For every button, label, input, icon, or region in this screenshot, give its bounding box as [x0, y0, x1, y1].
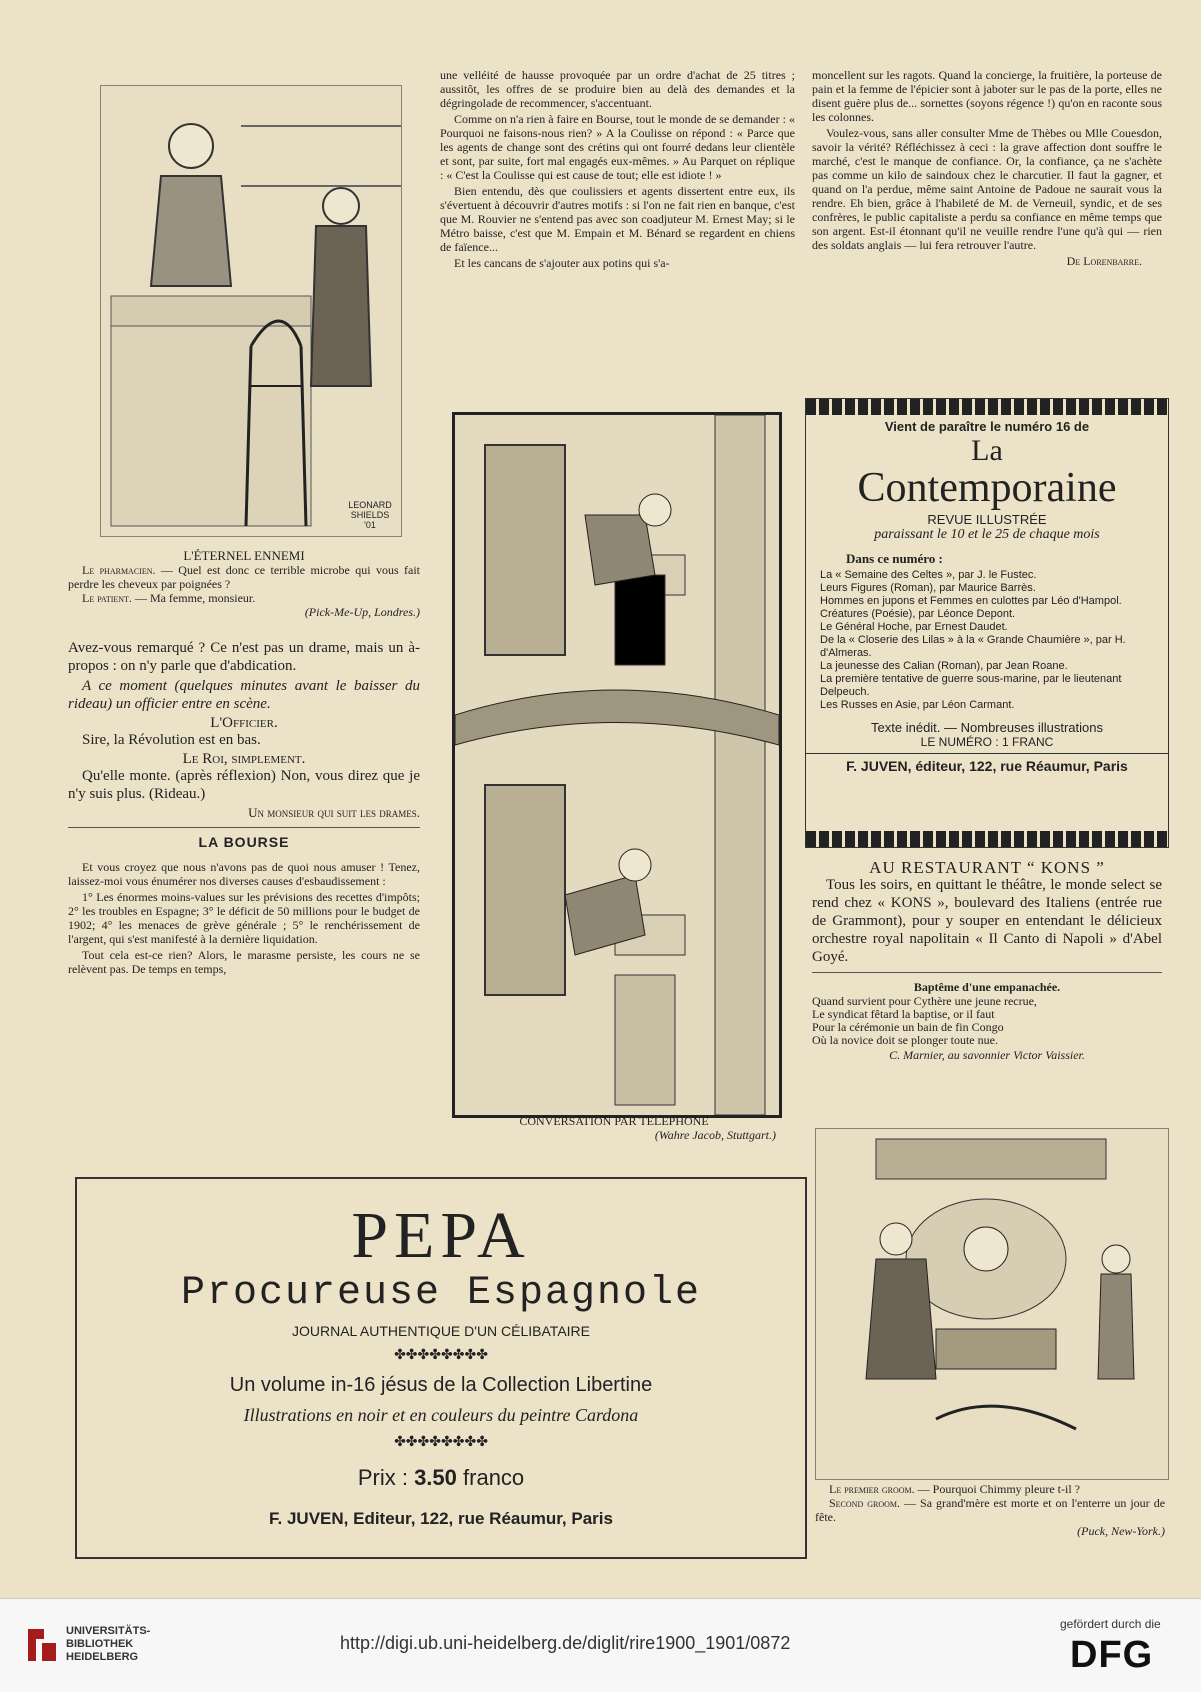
ad-item: Le Général Hoche, par Ernest Daudet.	[820, 621, 1008, 633]
ad-texte: Texte inédit. — Nombreuses illustrations	[871, 720, 1103, 735]
speaker-patient: Le patient.	[82, 591, 132, 605]
poem-line: Pour la cérémonie un bain de fin Congo	[812, 1020, 1004, 1034]
drama-officer: L'Officier.	[210, 715, 278, 731]
ad-item: Leurs Figures (Roman), par Maurice Barrès.	[820, 582, 1036, 594]
pepa-editor: F. JUVEN, Editeur, 122, rue Réaumur, Paris	[269, 1509, 613, 1528]
speaker-pharmacien: Le pharmacien.	[82, 563, 156, 577]
library-logo-icon	[24, 1625, 60, 1665]
pepa-illustrations: Illustrations en noir et en couleurs du peintre Cardona	[243, 1405, 639, 1425]
drama-paragraph-3: Sire, la Révolution est en bas.	[82, 732, 261, 748]
pepa-title: PEPA	[351, 1199, 531, 1272]
drama-roi: Le Roi, simplement.	[182, 751, 306, 767]
groom-speaker-2: Second groom.	[829, 1496, 901, 1510]
pepa-price-value: 3.50	[414, 1465, 457, 1490]
drama-signature: Un monsieur qui suit les drames.	[248, 805, 420, 820]
telephone-caption	[452, 1114, 776, 1142]
bapteme-poem	[812, 995, 1162, 1047]
line-patient: — Ma femme, monsieur.	[134, 591, 256, 605]
ad-la: La	[971, 434, 1003, 467]
col2-paragraph-2: Comme on n'a rien à faire en Bourse, tout le monde de se demander : « Pourquoi ne faisons-nous rien? » A la Coulisse on répond : « Parce que les agents de change sont des crétins qui ont fourré dedans leur clientèle et sont, par suite, fort mal engagés eux-mêmes. » Au Parquet on réplique : « C'est la Coulisse qui est cause de tout; elle est idiote ! »	[440, 112, 795, 182]
telephone-caption-source: (Wahre Jacob, Stuttgart.)	[654, 1128, 776, 1142]
bourse-paragraph-3: Tout cela est-ce rien? Alors, le marasme persiste, les cours ne se relèvent pas. De temps en temps,	[68, 948, 420, 976]
groom-line-2	[815, 1496, 1165, 1524]
groom-speaker-1: Le premier groom.	[829, 1482, 915, 1496]
col2-paragraph-3: Bien entendu, dès que coulissiers et agents dissertent entre eux, ils s'évertuent à découvrir d'autres motifs : si l'on ne fait rien en banque, c'est que M. Rouvier ne s'entend pas avec son coadjuteur M. Ernest May; si le Métro baisse, c'est que M. Empain et M. Bénard se regardent en chiens de faïence...	[440, 184, 795, 254]
grooms-drawing	[816, 1129, 1168, 1479]
drama-paragraph-4: Qu'elle monte. (après réflexion) Non, vous direz que je n'y suis plus. (Rideau.)	[68, 768, 420, 802]
caption-title: L'ÉTERNEL ENNEMI	[183, 548, 305, 563]
poem-line: Le syndicat fêtard la baptise, or il faut	[812, 1007, 995, 1021]
ad-item-list	[806, 569, 1168, 712]
digitization-footer	[0, 1598, 1201, 1692]
library-line-2: BIBLIOTHEK	[66, 1638, 134, 1650]
ornamental-border-bottom	[806, 831, 1168, 847]
ad-dans: Dans ce numéro :	[846, 551, 943, 566]
permalink-url[interactable]: http://digi.ub.uni-heidelberg.de/diglit/rire1900_1901/0872	[340, 1633, 791, 1653]
line-pharmacien: — Quel est donc ce terrible microbe qui vous fait perdre les cheveux par poignées ?	[68, 563, 421, 591]
telephone-illustration	[452, 412, 782, 1118]
drama-paragraph-1: Avez-vous remarqué ? Ce n'est pas un drame, mais un à-propos : on n'y parle que d'abdication.	[68, 640, 420, 674]
ad-numero: LE NUMÉRO : 1 FRANC	[920, 735, 1054, 749]
ad-item: Créatures (Poésie), par Léonce Depont.	[820, 608, 1016, 620]
contemporaine-ad	[805, 398, 1169, 848]
pepa-price-label: Prix :	[357, 1465, 408, 1490]
pharmacist-illustration	[100, 85, 402, 537]
poem-line: Où la novice doit se plonger toute nue.	[812, 1033, 998, 1047]
kons-divider	[812, 972, 1162, 973]
telephone-drawing	[455, 415, 779, 1115]
ad-item: Les Russes en Asie, par Léon Carmant.	[820, 699, 1015, 711]
pepa-tagline: JOURNAL AUTHENTIQUE D'UN CÉLIBATAIRE	[291, 1323, 590, 1339]
library-line-1: UNIVERSITÄTS-	[66, 1625, 151, 1637]
pepa-price	[77, 1465, 805, 1491]
col3-signature: De Lorenbarre.	[1066, 254, 1142, 268]
bapteme-title: Baptême d'une empanachée.	[913, 980, 1061, 994]
ad-item: Hommes en jupons et Femmes en culottes par Léo d'Hampol.	[820, 595, 1122, 607]
pepa-ornament-2: ✤✤✤✤✤✤✤✤	[394, 1435, 488, 1450]
ad-periodicity: paraissant le 10 et le 25 de chaque mois	[874, 527, 1100, 542]
column-2	[440, 68, 795, 272]
kons-paragraph: Tous les soirs, en quittant le théâtre, le monde select se rend chez « KONS », boulevard des Italiens (entrée rue de Grammont), pour y souper en entendant le délicieux orchestre royal napolitain « Il Canto di Napoli » d'Abel Goyé.	[812, 877, 1162, 965]
bourse-paragraph-2: 1° Les énormes moins-values sur les prévisions des recettes d'impôts; 2° les troubles en Espagne; 3° le déficit de 50 millions pour le budget de 1902; 4° les menaces de grève générale ; 5° le renchérissement de l'argent, qui s'est manifesté à la dernière liquidation.	[68, 890, 420, 946]
telephone-caption-title: CONVERSATION PAR TÉLÉPHONE	[519, 1114, 709, 1128]
groom-text-2: — Sa grand'mère est morte et on l'enterre un jour de fête.	[815, 1496, 1166, 1524]
ad-item: La première tentative de guerre sous-marine, par le lieutenant Delpeuch.	[820, 673, 1122, 698]
pepa-ad	[75, 1177, 807, 1559]
kons-heading: AU RESTAURANT “ KONS ”	[869, 858, 1105, 877]
grooms-caption	[815, 1482, 1165, 1538]
bourse-heading: LA BOURSE	[198, 834, 290, 850]
pepa-ornament-1: ✤✤✤✤✤✤✤✤	[394, 1348, 488, 1363]
drama-paragraph-2: A ce moment (quelques minutes avant le baisser du rideau) un officier entre en scène.	[68, 678, 420, 712]
groom-text-1: — Pourquoi Chimmy pleure t-il ?	[917, 1482, 1080, 1496]
groom-source: (Puck, New-York.)	[1077, 1524, 1165, 1538]
ornamental-border-top	[806, 399, 1168, 415]
ad-item: De la « Closerie des Lilas » à la « Grande Chaumière », par H. d'Almeras.	[820, 634, 1126, 659]
col3-paragraph-1: moncellent sur les ragots. Quand la concierge, la fruitière, la porteuse de pain et la femme de l'épicier sont à jaboter sur le pas de la porte, elles ne disent guère plus de... sornettes (soyons régence !) qu'on en raconte sous les colonnes.	[812, 68, 1162, 124]
funded-by: gefördert durch die	[1060, 1617, 1161, 1631]
dfg-logo: DFG	[1070, 1634, 1154, 1676]
bapteme-signature: C. Marnier, au savonnier Victor Vaissier.	[889, 1048, 1085, 1062]
col2-paragraph-4: Et les cancans de s'ajouter aux potins qui s'a-	[454, 256, 670, 270]
caption-source: (Pick-Me-Up, Londres.)	[304, 605, 420, 619]
col2-paragraph-1: une velléité de hausse provoquée par un ordre d'achat de 25 titres ; aussitôt, les offres de se produire bien au delà des demandes et la dégringolade de recommencer, s'accentuant.	[440, 68, 795, 110]
pepa-subtitle: Procureuse Espagnole	[180, 1271, 702, 1316]
poem-line: Quand survient pour Cythère une jeune recrue,	[812, 994, 1037, 1008]
ad-editor: F. JUVEN, éditeur, 122, rue Réaumur, Paris	[806, 753, 1168, 774]
column-1	[68, 548, 420, 978]
pepa-price-suffix: franco	[463, 1465, 525, 1490]
bourse-paragraph-1: Et vous croyez que nous n'avons pas de quoi nous amuser ! Tenez, laissez-moi vous énumérer nos diverses causes d'esbaudissement :	[68, 860, 420, 888]
ad-subtitle: REVUE ILLUSTRÉE	[927, 512, 1047, 527]
caption-dialogue-1	[68, 563, 420, 591]
library-line-3: HEIDELBERG	[66, 1651, 139, 1663]
groom-line-1	[815, 1482, 1165, 1496]
grooms-illustration	[815, 1128, 1169, 1480]
kons-section	[812, 860, 1162, 1063]
divider	[68, 827, 420, 828]
library-name	[66, 1625, 150, 1664]
col3-paragraph-2: Voulez-vous, sans aller consulter Mme de Thèbes ou Mlle Couesdon, savoir la vérité? Réfléchissez à ceci : la grave affection dont souffre le marché, c'est le manque de confiance. Or, la confiance, ça ne s'achète pas comme un kilo de saindoux chez le charcutier. Il faut la gagner, et quand on l'a perdue, même saint Antoine de Padoue ne saurait vous la rendre. Eh bien, grâce à l'habileté de M. de Verneuil, syndic, et de ses confrères, le public capitaliste a perdu sa confiance en même temps que son argent. Est-il étonnant qu'il ne veuille rendre l'une qu'à qui — rien des soldats anglais — lui fera retrouver l'autre.	[812, 126, 1162, 252]
ad-item: La jeunesse des Calian (Roman), par Jean Roane.	[820, 660, 1068, 672]
caption-dialogue-2	[68, 591, 420, 605]
column-3	[812, 68, 1162, 268]
ad-top-line: Vient de paraître le numéro 16 de	[884, 419, 1090, 434]
pharmacist-drawing	[101, 86, 401, 536]
ad-item: La « Semaine des Celtes », par J. le Fustec.	[820, 569, 1037, 581]
pepa-volume: Un volume in-16 jésus de la Collection Libertine	[229, 1374, 653, 1396]
ad-title: Contemporaine	[857, 465, 1117, 511]
illustration-signature: LEONARD SHIELDS '01	[348, 500, 392, 530]
